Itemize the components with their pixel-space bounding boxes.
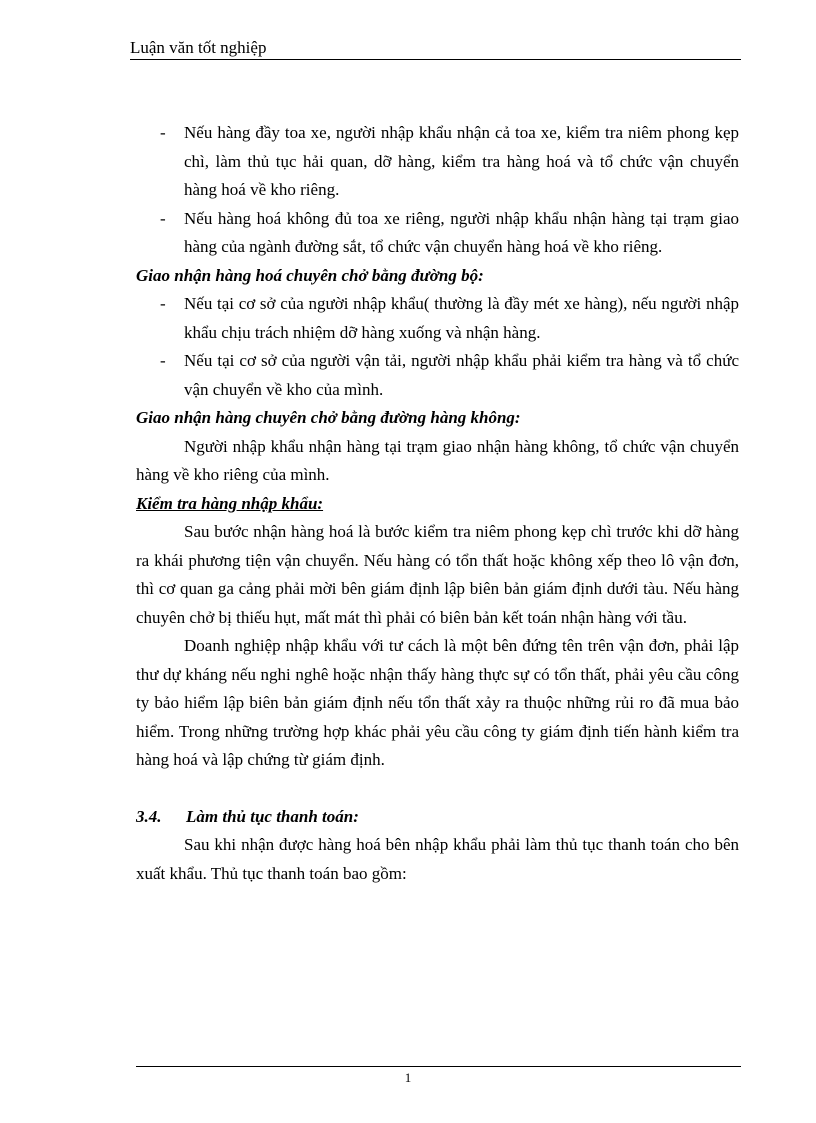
paragraph: Sau bước nhận hàng hoá là bước kiểm tra niêm phong kẹp chì trước khi dỡ hàng ra khái phương tiện vận chuyển. Nếu hàng có tổn thất hoặc không xếp theo lô vận đơn, thì cơ quan ga cảng phải mời bên giám định lập biên bản giám định dưới tàu. Nếu hàng chuyên chở bị thiếu hụt, mất mát thì phải có biên bản kết toán nhận hàng với tầu.	[136, 522, 739, 627]
paragraph: Sau khi nhận được hàng hoá bên nhập khẩu phải làm thủ tục thanh toán cho bên xuất khẩu. Thủ tục thanh toán bao gồm:	[136, 835, 739, 883]
page-header	[130, 37, 741, 60]
subheading-inspection: Kiểm tra hàng nhập khẩu:	[136, 493, 324, 513]
list-item-text: Nếu tại cơ sở của người vận tải, người nhập khẩu phải kiểm tra hàng và tổ chức vận chuyển về kho của mình.	[184, 351, 739, 399]
page-number: 1	[404, 1070, 412, 1085]
list-item	[136, 290, 739, 347]
document-body	[136, 119, 739, 888]
list-item-text: Nếu tại cơ sở của người nhập khẩu( thường là đầy mét xe hàng), nếu người nhập khẩu chịu trách nhiệm dỡ hàng xuống và nhận hàng.	[184, 294, 739, 342]
footer-divider	[136, 1066, 741, 1067]
header-title: Luận văn tốt nghiệp	[130, 38, 267, 57]
section-title: Làm thủ tục thanh toán:	[186, 806, 359, 826]
list-item-text: Nếu hàng đầy toa xe, người nhập khẩu nhận cả toa xe, kiểm tra niêm phong kẹp chì, làm thủ tục hải quan, dỡ hàng, kiểm tra hàng hoá và tổ chức vận chuyển hàng hoá về kho riêng.	[184, 123, 739, 199]
section-heading	[136, 803, 739, 832]
list-item-text: Nếu hàng hoá không đủ toa xe riêng, người nhập khẩu nhận hàng tại trạm giao hàng của ngành đường sắt, tổ chức vận chuyển hàng hoá về kho riêng.	[184, 208, 739, 256]
list-item	[136, 347, 739, 404]
subheading-air: Giao nhận hàng chuyên chở bằng đường hàng không:	[136, 408, 521, 427]
section-number: 3.4.	[136, 806, 162, 826]
paragraph: Doanh nghiệp nhập khẩu với tư cách là một bên đứng tên trên vận đơn, phải lập thư dự kháng nếu nghi nghê hoặc nhận thấy hàng thực sự có tổn thất, phải yêu cầu công ty bảo hiểm lập biên bản giám định nếu tổn thất xảy ra thuộc những rủi ro đã mua bảo hiểm. Trong những trường hợp khác phải yêu cầu công ty giám định tiến hành kiểm tra hàng hoá và lập chứng từ giám định.	[136, 636, 739, 769]
paragraph: Người nhập khẩu nhận hàng tại trạm giao nhận hàng không, tổ chức vận chuyển hàng về kho riêng của mình.	[136, 436, 739, 484]
bullet-dash: -	[160, 294, 166, 313]
bullet-dash: -	[160, 208, 166, 228]
list-item	[136, 205, 739, 262]
bullet-dash: -	[160, 351, 166, 370]
subheading-road: Giao nhận hàng hoá chuyên chở bằng đường bộ:	[136, 265, 484, 285]
list-item	[136, 119, 739, 205]
bullet-dash: -	[160, 123, 166, 142]
